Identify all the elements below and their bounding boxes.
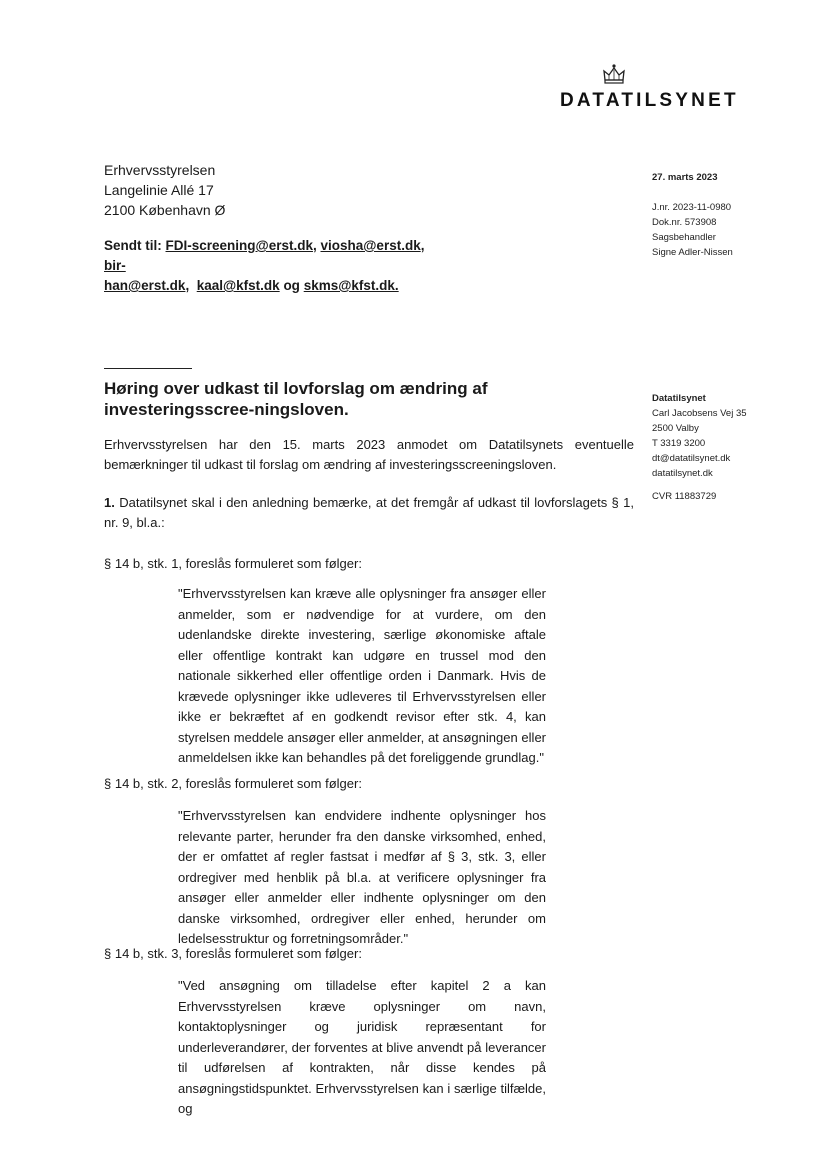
- point-1-text: Datatilsynet skal i den anledning bemærke, at det fremgår af udkast til lovforslagets § 1, nr. 9, bl.a.:: [104, 495, 634, 530]
- document-title: Høring over udkast til lovforslag om ændring af investeringsscree-ningsloven.: [104, 379, 488, 419]
- contact-city: 2500 Valby: [652, 423, 699, 434]
- contact-cvr: CVR 11883729: [652, 491, 717, 502]
- email-link-birhan-part1[interactable]: bir-: [104, 258, 126, 273]
- separator: ,: [312, 238, 317, 253]
- email-link-kaal[interactable]: kaal@kfst.dk: [196, 278, 280, 293]
- quote-stk3: "Ved ansøgning om tilladelse efter kapitel 2 a kan Erhvervsstyrelsen kræve oplysninger om navn, kontaktoplysninger og juridisk repræsentant for underleverandører, der forventes at blive anvendt på leverancer til udførelsen af kontrakten, når disse kendes på ansøgningstidspunktet. Erhvervsstyrelsen kan i særlige tilfælde, og: [178, 978, 546, 1116]
- contact-street: Carl Jacobsens Vej 35: [652, 408, 747, 419]
- contact-web[interactable]: datatilsynet.dk: [652, 468, 713, 479]
- contact-email[interactable]: dt@datatilsynet.dk: [652, 453, 731, 464]
- caseworker-name: Signe Adler-Nissen: [652, 247, 733, 258]
- section-heading-stk3: § 14 b, stk. 3, foreslås formuleret som følger:: [104, 946, 362, 961]
- contact-name: Datatilsynet: [652, 393, 706, 404]
- email-link-fdi[interactable]: FDI-screening@erst.dk: [165, 238, 313, 253]
- document-number: Dok.nr. 573908: [652, 217, 717, 228]
- separator: ,: [420, 238, 425, 253]
- email-link-birhan-part2[interactable]: han@erst.dk: [104, 278, 186, 293]
- section-heading-stk1: § 14 b, stk. 1, foreslås formuleret som følger:: [104, 556, 362, 571]
- brand-logo-text: DATATILSYNET: [560, 90, 739, 111]
- separator-og: og: [283, 278, 300, 293]
- letter-date: 27. marts 2023: [652, 172, 718, 183]
- recipient-street: Langelinie Allé 17: [104, 182, 214, 198]
- caseworker-label: Sagsbehandler: [652, 232, 716, 243]
- title-rule: [104, 368, 192, 369]
- sendt-til-label: Sendt til:: [104, 238, 162, 253]
- point-1-paragraph: [104, 493, 634, 533]
- separator: ,: [185, 278, 190, 293]
- section-heading-stk2: § 14 b, stk. 2, foreslås formuleret som følger:: [104, 776, 362, 791]
- quote-stk1: "Erhvervsstyrelsen kan kræve alle oplysninger fra ansøger eller anmelder, som er nødvendige for at vurdere, om den udenlandske direkte investering, særlige økonomiske aftale eller offentlige kontrakt kan udgøre en trussel mod den nationale sikkerhed eller offentlige orden i Danmark. Hvis de krævede oplysninger ikke udleveres til Erhvervsstyrelsen eller ikke er bekræftet af en godkendt revisor efter stk. 4, kan styrelsen meddele ansøger eller anmelder, at ansøgningen eller anmeldelsen ikke kan behandles på det foreliggende grundlag.": [178, 586, 546, 765]
- journal-number: J.nr. 2023-11-0980: [652, 202, 732, 213]
- quote-stk2: "Erhvervsstyrelsen kan endvidere indhente oplysninger hos relevante parter, herunder fra den danske virksomhed, enhed, der er omfattet af regler fastsat i medfør af § 3, stk. 3, eller ordregiver med henblik på bl.a. at verificere oplysninger fra ansøger eller anmelder eller indhente oplysninger om den danske virksomhed, ordregiver eller enhed, herunder om ledelsesstruktur og forretningsområder.": [178, 808, 546, 946]
- contact-phone: T 3319 3200: [652, 438, 706, 449]
- email-link-viosha[interactable]: viosha@erst.dk: [320, 238, 421, 253]
- sendt-til-block: [104, 236, 444, 296]
- intro-paragraph: Erhvervsstyrelsen har den 15. marts 2023 anmodet om Datatilsynets eventuelle bemærkninger til udkast til forslag om ændring af investeringsscreeningsloven.: [104, 437, 634, 472]
- recipient-name: Erhvervsstyrelsen: [104, 162, 216, 178]
- email-link-skms[interactable]: skms@kfst.dk.: [303, 278, 399, 293]
- recipient-city: 2100 København Ø: [104, 202, 226, 218]
- crown-icon: [601, 62, 627, 88]
- point-1-number: 1.: [104, 495, 115, 510]
